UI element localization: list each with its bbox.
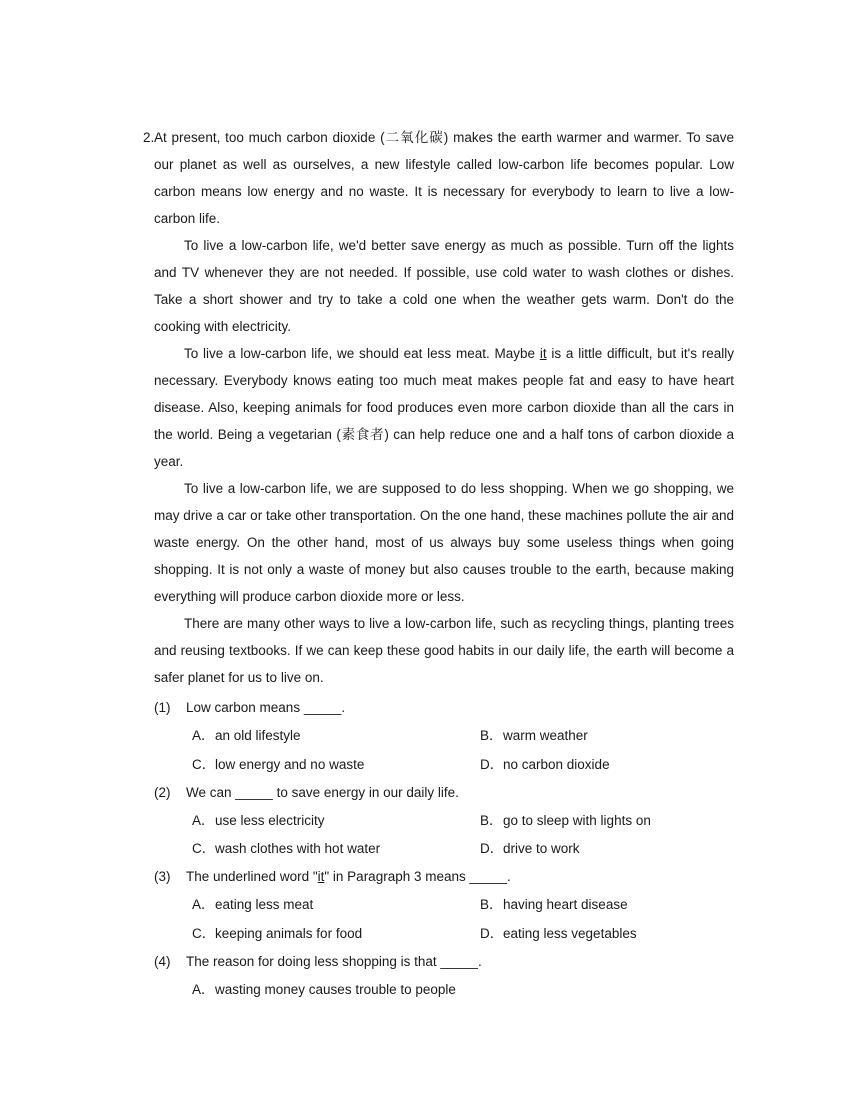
stem-underlined-word: it bbox=[317, 869, 325, 884]
q3-option-b[interactable] bbox=[480, 895, 628, 915]
stem-after: " in Paragraph 3 means _____. bbox=[324, 869, 511, 884]
question-4-stem: The reason for doing less shopping is that _____. bbox=[186, 954, 482, 969]
reading-passage bbox=[154, 124, 734, 691]
option-text: eating less meat bbox=[215, 897, 314, 912]
paragraph-3-before: To live a low-carbon life, we should eat less meat. Maybe bbox=[184, 346, 540, 361]
option-text: go to sleep with lights on bbox=[503, 813, 651, 828]
option-text: use less electricity bbox=[215, 813, 325, 828]
option-letter: A． bbox=[192, 728, 215, 743]
q4-option-a[interactable] bbox=[192, 980, 456, 1000]
option-letter: D． bbox=[480, 926, 504, 941]
option-text: eating less vegetables bbox=[503, 926, 637, 941]
q1-option-b[interactable] bbox=[480, 726, 588, 746]
stem-before: The underlined word " bbox=[186, 869, 318, 884]
q2-option-c[interactable] bbox=[192, 839, 380, 859]
question-2-number: (2) bbox=[154, 785, 171, 800]
option-letter: C． bbox=[192, 926, 216, 941]
option-letter: D． bbox=[480, 841, 504, 856]
paragraph-2: To live a low-carbon life, we'd better save energy as much as possible. Turn off the lights and TV whenever they are not needed. If possible, use cold water to wash clothes or dishes. Take a short shower and try to take a cold one when the weather gets warm. Don't do the cooking with electricity. bbox=[154, 238, 734, 334]
option-letter: A． bbox=[192, 813, 215, 828]
q1-option-a[interactable] bbox=[192, 726, 301, 746]
option-text: wasting money causes trouble to people bbox=[215, 982, 456, 997]
question-1-number: (1) bbox=[154, 700, 171, 715]
option-letter: D． bbox=[480, 757, 504, 772]
question-1-stem: Low carbon means _____. bbox=[186, 700, 346, 715]
question-3-stem bbox=[186, 867, 511, 887]
q2-option-d[interactable] bbox=[480, 839, 580, 859]
underlined-word-it: it bbox=[539, 346, 547, 361]
question-4-number: (4) bbox=[154, 954, 171, 969]
option-letter: B． bbox=[480, 813, 503, 828]
paragraph-3-after: is a little difficult, but it's really necessary. Everybody knows eating too much meat makes people fat and easy to have heart disease. Also, keeping animals for food produces even more carbon dioxide than all the cars in the world. Being a vegetarian (素食者) can help reduce one and a half tons of carbon dioxide a year. bbox=[154, 346, 734, 469]
paragraph-1: At present, too much carbon dioxide (二氧化碳) makes the earth warmer and warmer. To save our planet as well as ourselves, a new lifestyle called low-carbon life becomes popular. Low carbon means low energy and no waste. It is necessary for everybody to learn to live a low-carbon life. bbox=[154, 130, 734, 226]
question-number: 2. bbox=[143, 130, 155, 145]
q1-option-d[interactable] bbox=[480, 755, 610, 775]
option-text: wash clothes with hot water bbox=[215, 841, 381, 856]
paragraph-4: To live a low-carbon life, we are supposed to do less shopping. When we go shopping, we may drive a car or take other transportation. On the one hand, these machines pollute the air and waste energy. On the other hand, most of us always buy some useless things when going shopping. It is not only a waste of money but also causes trouble to the earth, because making everything will produce carbon dioxide more or less. bbox=[154, 481, 734, 604]
question-2-stem: We can _____ to save energy in our daily life. bbox=[186, 785, 459, 800]
q3-option-a[interactable] bbox=[192, 895, 313, 915]
paragraph-5: There are many other ways to live a low-carbon life, such as recycling things, planting trees and reusing textbooks. If we can keep these good habits in our daily life, the earth will become a safer planet for us to live on. bbox=[154, 616, 734, 685]
question-3-number: (3) bbox=[154, 869, 171, 884]
paragraph-3 bbox=[154, 340, 734, 475]
option-text: warm weather bbox=[503, 728, 588, 743]
option-letter: A． bbox=[192, 897, 215, 912]
option-text: an old lifestyle bbox=[215, 728, 301, 743]
option-text: low energy and no waste bbox=[215, 757, 365, 772]
q1-option-c[interactable] bbox=[192, 755, 364, 775]
option-text: no carbon dioxide bbox=[503, 757, 610, 772]
option-letter: B． bbox=[480, 897, 503, 912]
q2-option-b[interactable] bbox=[480, 811, 651, 831]
q3-option-d[interactable] bbox=[480, 924, 637, 944]
option-letter: B． bbox=[480, 728, 503, 743]
option-text: keeping animals for food bbox=[215, 926, 363, 941]
option-letter: C． bbox=[192, 841, 216, 856]
q2-option-a[interactable] bbox=[192, 811, 325, 831]
option-text: having heart disease bbox=[503, 897, 628, 912]
option-letter: C． bbox=[192, 757, 216, 772]
option-letter: A． bbox=[192, 982, 215, 997]
q3-option-c[interactable] bbox=[192, 924, 362, 944]
option-text: drive to work bbox=[503, 841, 580, 856]
